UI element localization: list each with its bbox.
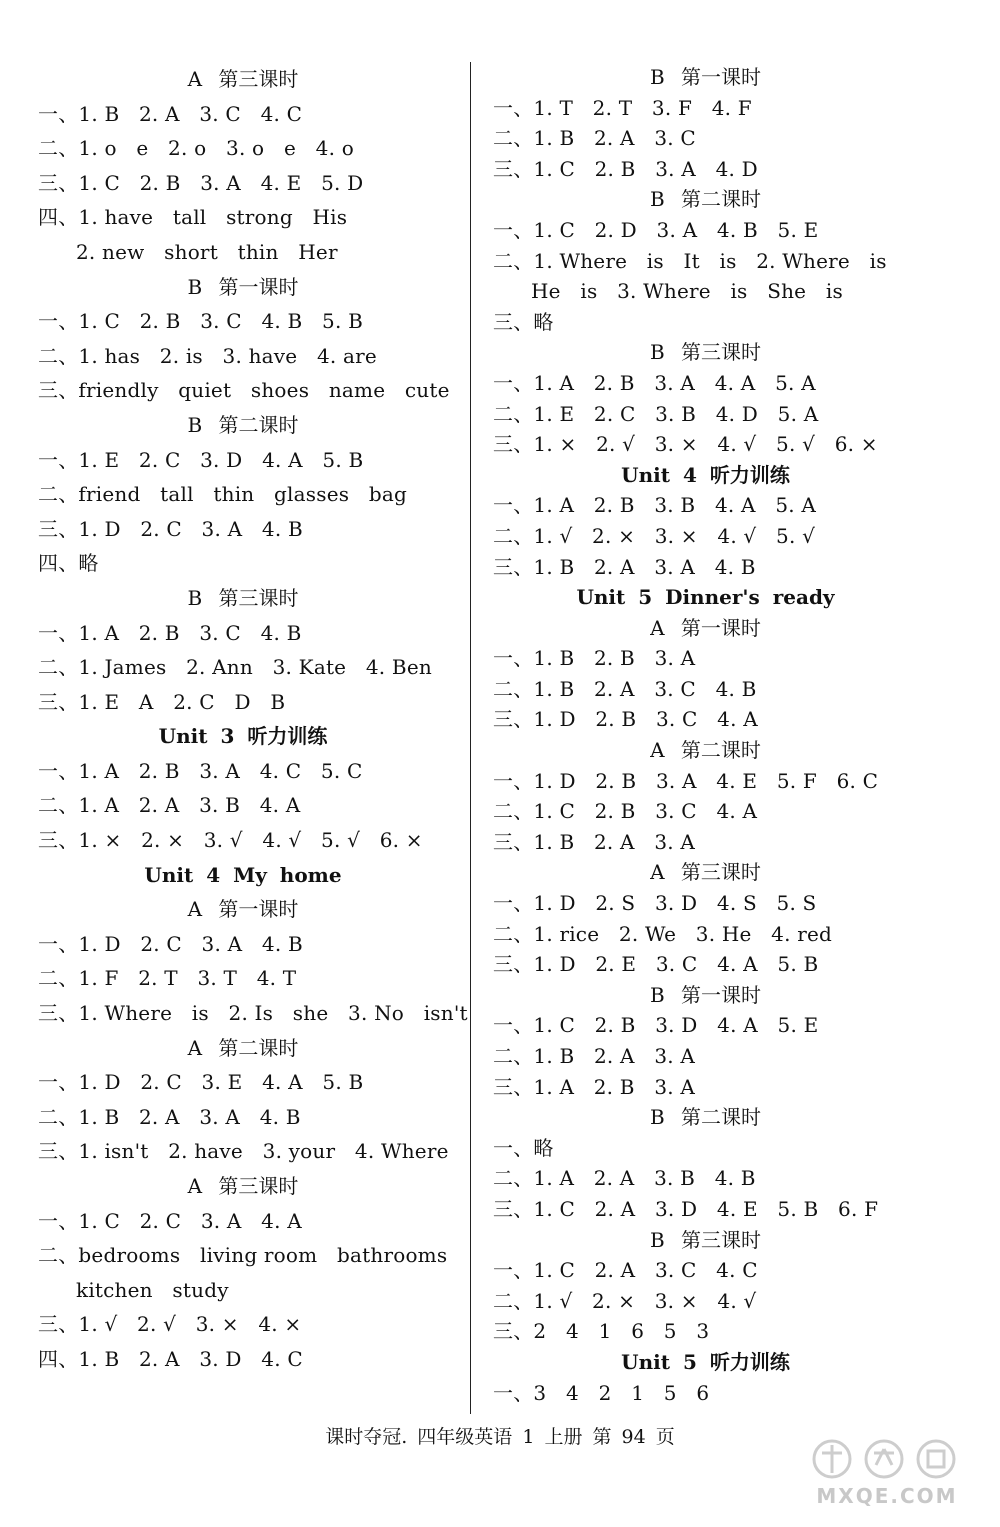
left-answer-line: 四、1. B 2. A 3. D 4. C [38, 1346, 303, 1371]
left-answer-line: 三、1. D 2. C 3. A 4. B [38, 516, 303, 541]
left-answer-line: 二、1. F 2. T 3. T 4. T [38, 966, 297, 991]
right-answer-line: 二、1. B 2. A 3. C [493, 126, 696, 151]
right-answer-line: 二、1. √ 2. × 3. × 4. √ 5. √ [493, 523, 816, 548]
left-section-heading: A 第二课时 [187, 1035, 299, 1060]
left-answer-line: 一、1. B 2. A 3. C 4. C [38, 101, 303, 126]
left-answer-line: 三、1. E A 2. C D B [38, 689, 286, 714]
right-section-heading: A 第二课时 [650, 738, 761, 763]
right-answer-line: 一、1. C 2. D 3. A 4. B 5. E [493, 217, 819, 242]
left-answer-line: 三、friendly quiet shoes name cute [38, 378, 450, 403]
left-answer-line: 一、1. E 2. C 3. D 4. A 5. B [38, 447, 364, 472]
left-answer-line: 一、1. D 2. C 3. E 4. A 5. B [38, 1070, 364, 1095]
right-section-heading: Unit 5 Dinner's ready [576, 585, 835, 610]
right-answer-line: 二、1. rice 2. We 3. He 4. red [493, 921, 833, 946]
right-answer-line: 一、3 4 2 1 5 6 [493, 1380, 710, 1405]
right-answer-line: 三、1. D 2. B 3. C 4. A [493, 707, 758, 732]
left-answer-line: 二、1. has 2. is 3. have 4. are [38, 343, 377, 368]
left-answer-line: 一、1. C 2. B 3. C 4. B 5. B [38, 309, 363, 334]
left-answer-line: 一、1. A 2. B 3. C 4. B [38, 620, 302, 645]
left-section-heading: Unit 4 My home [144, 862, 342, 887]
right-answer-line: 一、1. C 2. B 3. D 4. A 5. E [493, 1013, 819, 1038]
right-section-heading: A 第一课时 [650, 615, 761, 640]
left-answer-line: 二、1. James 2. Ann 3. Kate 4. Ben [38, 655, 432, 680]
right-answer-line: He is 3. Where is She is [531, 279, 843, 304]
right-section-heading: B 第三课时 [649, 1227, 762, 1252]
right-answer-line: 一、1. D 2. S 3. D 4. S 5. S [493, 891, 817, 916]
right-answer-line: 二、1. E 2. C 3. B 4. D 5. A [493, 401, 819, 426]
right-answer-line: 三、1. B 2. A 3. A [493, 829, 696, 854]
right-section-heading: B 第二课时 [649, 187, 762, 212]
right-answer-line: 三、1. C 2. A 3. D 4. E 5. B 6. F [493, 1196, 879, 1221]
right-answer-line: 二、1. A 2. A 3. B 4. B [493, 1166, 756, 1191]
right-answer-line: 三、1. D 2. E 3. C 4. A 5. B [493, 952, 819, 977]
right-answer-line: 一、略 [493, 1135, 554, 1160]
right-section-heading: B 第三课时 [649, 340, 762, 365]
page-footer: 课时夺冠. 四年级英语 1 上册 第 94 页 [325, 1426, 675, 1448]
left-answer-line: 二、1. B 2. A 3. A 4. B [38, 1104, 301, 1129]
right-section-heading: B 第一课时 [649, 982, 762, 1007]
right-answer-line: 二、1. B 2. A 3. A [493, 1044, 696, 1068]
right-answer-line: 三、1. A 2. B 3. A [493, 1074, 696, 1099]
left-section-heading: Unit 3 听力训练 [158, 724, 328, 749]
left-answer-line: 二、1. o e 2. o 3. o e 4. o [38, 136, 354, 161]
left-answer-line: 四、1. have tall strong His [38, 205, 348, 230]
answer-column-right [493, 62, 918, 1408]
left-answer-line: 三、1. √ 2. √ 3. × 4. × [38, 1312, 302, 1337]
right-answer-line: 三、2 4 1 6 5 3 [493, 1319, 710, 1344]
answer-column-left [38, 62, 468, 1377]
right-section-heading: B 第一课时 [649, 65, 762, 89]
left-section-heading: B 第三课时 [187, 585, 299, 610]
left-answer-line: 四、略 [38, 551, 99, 576]
right-answer-line: 一、1. T 2. T 3. F 4. F [493, 95, 752, 120]
watermark-text: MXQE.COM [816, 1484, 958, 1508]
right-section-heading: Unit 4 听力训练 [621, 462, 790, 487]
right-section-heading: Unit 5 听力训练 [621, 1349, 790, 1374]
left-answer-line: 三、1. Where is 2. Is she 3. No isn't [38, 1001, 468, 1026]
left-answer-line: 三、1. × 2. × 3. √ 4. √ 5. √ 6. × [38, 828, 423, 853]
column-divider [470, 62, 471, 1414]
left-section-heading: B 第一课时 [187, 274, 299, 299]
right-answer-line: 三、略 [493, 309, 554, 334]
left-answer-line: 二、friend tall thin glasses bag [38, 482, 407, 507]
left-section-heading: B 第二课时 [187, 412, 299, 437]
left-answer-line: 一、1. D 2. C 3. A 4. B [38, 931, 303, 956]
left-answer-line: 三、1. C 2. B 3. A 4. E 5. D [38, 170, 364, 195]
right-section-heading: B 第二课时 [649, 1105, 762, 1130]
left-answer-line: 2. new short thin Her [76, 239, 338, 264]
right-answer-line: 二、1. Where is It is 2. Where is [493, 248, 887, 273]
right-answer-line: 一、1. B 2. B 3. A [493, 646, 696, 671]
right-answer-line: 三、1. C 2. B 3. A 4. D [493, 156, 758, 181]
right-answer-line: 三、1. × 2. √ 3. × 4. √ 5. √ 6. × [493, 432, 878, 457]
left-answer-line: 一、1. C 2. C 3. A 4. A [38, 1208, 302, 1233]
left-answer-line: 二、1. A 2. A 3. B 4. A [38, 793, 301, 818]
left-answer-line: 三、1. isn't 2. have 3. your 4. Where [38, 1139, 449, 1164]
left-section-heading: A 第一课时 [187, 897, 299, 922]
right-answer-line: 一、1. A 2. B 3. B 4. A 5. A [493, 493, 817, 518]
watermark-logo [792, 1431, 982, 1511]
left-section-heading: A 第三课时 [187, 67, 299, 91]
right-answer-line: 一、1. D 2. B 3. A 4. E 5. F 6. C [493, 768, 879, 793]
right-answer-line: 一、1. A 2. B 3. A 4. A 5. A [493, 370, 816, 395]
right-answer-line: 一、1. C 2. A 3. C 4. C [493, 1258, 758, 1283]
right-answer-line: 二、1. C 2. B 3. C 4. A [493, 799, 758, 824]
left-section-heading: A 第三课时 [187, 1174, 299, 1198]
right-answer-line: 二、1. B 2. A 3. C 4. B [493, 676, 757, 701]
left-answer-line: kitchen study [76, 1277, 229, 1302]
left-answer-line: 二、bedrooms living room bathrooms [38, 1243, 448, 1268]
right-answer-line: 二、1. √ 2. × 3. × 4. √ [493, 1288, 757, 1313]
right-section-heading: A 第三课时 [650, 860, 761, 885]
left-answer-line: 一、1. A 2. B 3. A 4. C 5. C [38, 758, 363, 783]
right-answer-line: 三、1. B 2. A 3. A 4. B [493, 554, 756, 579]
